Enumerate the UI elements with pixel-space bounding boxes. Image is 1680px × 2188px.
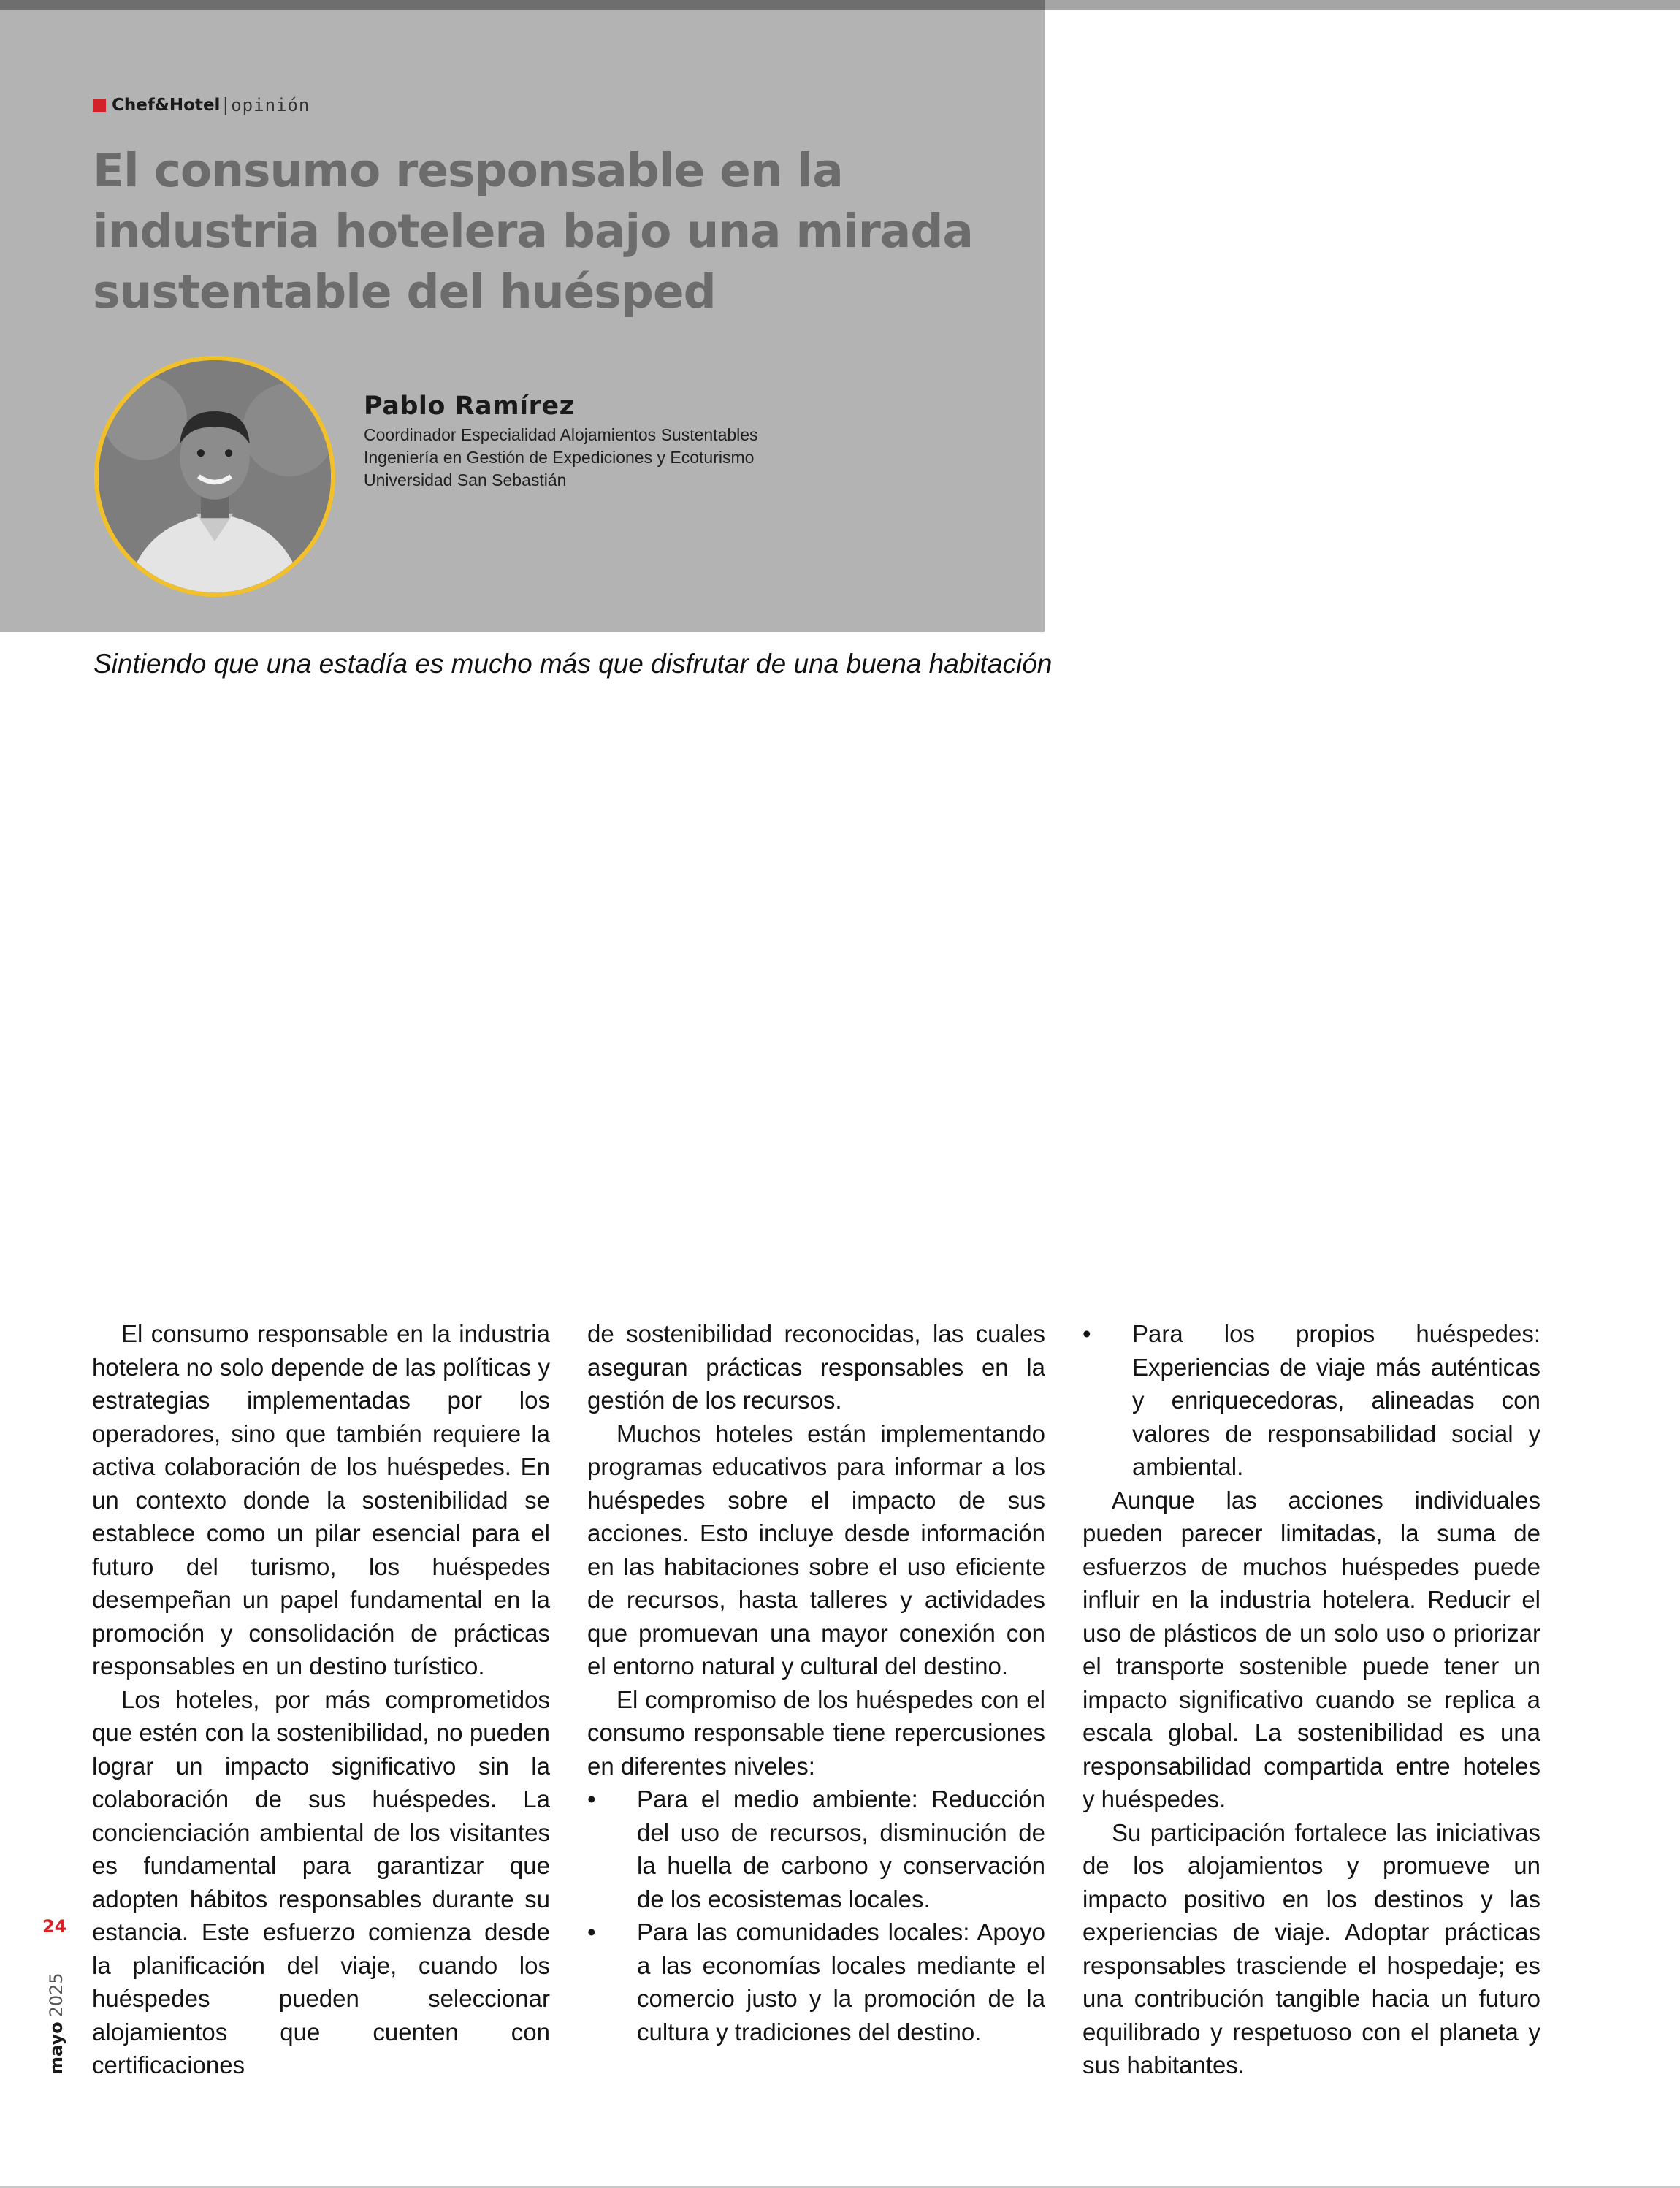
top-bar-light [1045, 0, 1680, 10]
paragraph: Los hoteles, por más comprometidos que estén con la sostenibilidad, no pueden lograr un impacto significativo sin la colaboración de sus huéspedes. La concienciación ambiental de los visitantes es fundamental para garantizar que adopten hábitos responsables durante su estancia. Este esfuerzo comienza desde la planificación del viaje, cuando los huéspedes pueden seleccionar alojamientos que cuenten con certificaciones [92, 1685, 550, 2078]
paragraph: Muchos hoteles están implementando programas educativos para informar a los huéspedes sobre el impacto de sus acciones. Esto incluye desde información en las habitaciones sobre el uso eficiente de recursos, hasta talleres y actividades que promuevan una mayor conexión con el entorno natural y cultural del destino. [587, 1419, 1045, 1680]
article-subtitle: Sintiendo que una estadía es mucho más que disfrutar de una buena habitación [93, 649, 1053, 679]
section-brand: Chef&Hotel [112, 95, 221, 115]
list-item: • Para las comunidades locales: Apoyo a las economías locales mediante el comercio justo y la promoción de la cultura y tradiciones del destino. [587, 1916, 1045, 2048]
title-line: industria hotelera bajo una mirada [93, 205, 973, 258]
paragraph: El consumo responsable en la industria hotelera no solo depende de las políticas y estrategias implementadas por los operadores, sino que también requiere la activa colaboración de los huéspedes. En un contexto donde la sostenibilidad se establece como un pilar esencial para el futuro del turismo, los huéspedes desempeñan un papel fundamental en la promoción y consolidación de prácticas responsables en un destino turístico. [92, 1320, 550, 1680]
paragraph: El compromiso de los huéspedes con el consumo responsable tiene repercusiones en diferentes niveles: [587, 1685, 1045, 1780]
paragraph: Aunque las acciones individuales pueden parecer limitadas, la suma de esfuerzos de muchos huéspedes puede influir en la industria hotelera. Reducir el uso de plásticos de un solo uso o priorizar el transporte sostenible puede tener un impacto significativo cuando se replica a escala global. La sostenibilidad es una responsabilidad compartida entre hoteles y huéspedes. [1083, 1486, 1540, 1812]
paragraph: de sostenibilidad reconocidas, las cuales aseguran prácticas responsables en la gestión de los recursos. [587, 1320, 1045, 1414]
section-label [93, 94, 310, 116]
author-portrait-icon [99, 360, 331, 592]
impact-list-continued [1083, 1317, 1540, 1484]
issue-date [46, 1972, 66, 2075]
issue-year: 2025 [46, 1972, 66, 2018]
top-bar-dark [0, 0, 1045, 10]
impact-list [587, 1783, 1045, 2048]
body-column-3 [1083, 1317, 1540, 2082]
issue-month: mayo [46, 2021, 66, 2075]
title-line: sustentable del huésped [93, 265, 716, 319]
section-tag: opinión [231, 94, 310, 115]
paragraph: Su participación fortalece las iniciativas de los alojamientos y promueve un impacto positivo en los destinos y las experiencias de viaje. Adoptar prácticas responsables trasciende el hospedaje; es una contribución tangible hacia un futuro equilibrado y respetuoso con el planeta y sus habitantes. [1083, 1818, 1540, 2078]
title-line: El consumo responsable en la [93, 144, 843, 197]
author-role: Coordinador Especialidad Alojamientos Sustentables [364, 425, 758, 444]
list-item: • Para los propios huéspedes: Experiencias de viaje más auténticas y enriquecedoras, alineadas con valores de responsabilidad social y ambiental. [1083, 1317, 1540, 1484]
author-avatar [94, 356, 335, 597]
section-square-icon [93, 99, 106, 112]
page-number: 24 [42, 1916, 67, 1937]
list-item: • Para el medio ambiente: Reducción del uso de recursos, disminución de la huella de carbono y conservación de los ecosistemas locales. [587, 1783, 1045, 1916]
article-title [93, 140, 1006, 322]
body-column-2 [587, 1317, 1045, 2048]
author-program: Ingeniería en Gestión de Expediciones y Ecoturismo [364, 448, 755, 467]
section-separator: | [223, 94, 229, 115]
author-university: Universidad San Sebastián [364, 470, 567, 489]
author-name: Pablo Ramírez [364, 392, 575, 421]
body-column-1 [92, 1317, 550, 2082]
